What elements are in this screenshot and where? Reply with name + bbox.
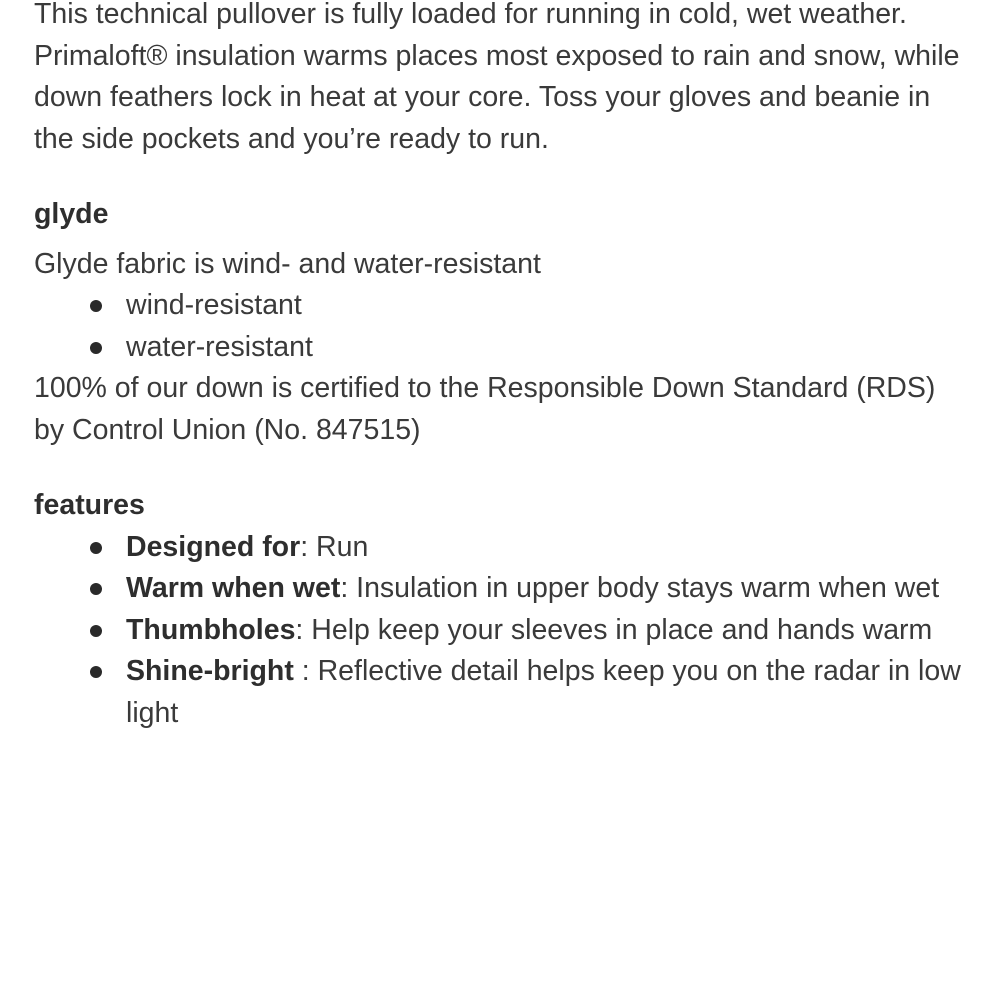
feature-separator: : — [340, 572, 357, 604]
glyde-bullet-text: water-resistant — [126, 330, 313, 363]
feature-separator: : — [295, 613, 312, 646]
feature-text: Run — [316, 530, 369, 563]
feature-term: Designed for — [126, 530, 301, 563]
glyde-description: Glyde fabric is wind- and water-resistant — [34, 247, 541, 280]
feature-item-thumbholes — [126, 610, 966, 652]
list-item — [126, 285, 966, 327]
glyde-bullet-list — [34, 285, 966, 368]
list-item — [126, 327, 966, 369]
features-heading: features — [34, 489, 145, 521]
feature-item-designed-for — [126, 527, 966, 569]
feature-term: Shine-bright — [126, 655, 294, 687]
feature-separator: : — [293, 655, 318, 687]
feature-term: Warm when wet — [126, 572, 341, 604]
feature-term: Thumbholes — [126, 613, 296, 646]
glyde-heading: glyde — [34, 198, 109, 230]
bullet-icon — [90, 542, 102, 554]
feature-text: Insulation in upper body stays warm when wet — [356, 572, 940, 604]
bullet-icon — [90, 583, 102, 595]
intro-paragraph: This technical pullover is fully loaded for running in cold, wet weather. Primaloft® insulation warms places most exposed to rain and snow, while down feathers lock in heat at your core. Toss your gloves and beanie in the side pockets and you’re ready to run. — [34, 0, 960, 155]
bullet-icon — [90, 342, 102, 354]
down-certification-note: 100% of our down is certified to the Responsible Down Standard (RDS) by Control Union (No. 847515) — [34, 372, 936, 446]
feature-separator: : — [300, 530, 317, 563]
features-list — [34, 527, 966, 735]
feature-item-warm-when-wet — [126, 568, 966, 610]
glyde-bullet-text: wind-resistant — [126, 289, 302, 321]
feature-text: Help keep your sleeves in place and hands warm — [311, 613, 933, 646]
bullet-icon — [90, 300, 102, 312]
bullet-icon — [90, 625, 102, 637]
bullet-icon — [90, 666, 102, 678]
feature-item-shine-bright — [126, 651, 966, 734]
feature-text: Reflective detail helps keep you on the radar in low light — [126, 655, 961, 729]
